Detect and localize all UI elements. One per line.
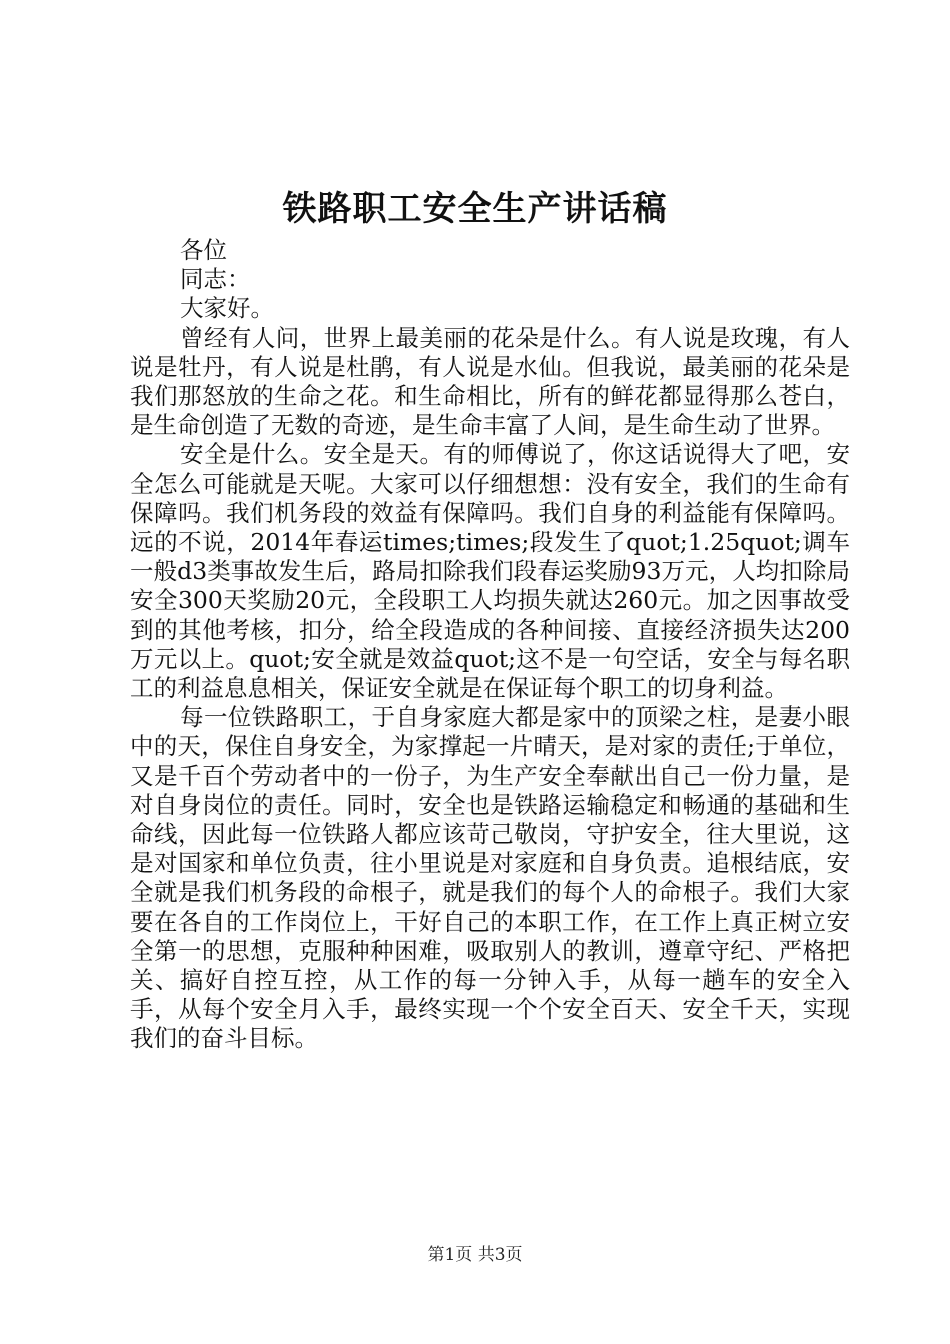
document-body: [130, 236, 850, 1054]
paragraph: 曾经有人问，世界上最美丽的花朵是什么。有人说是玫瑰，有人说是牡丹，有人说是杜鹃，有人说是水仙。但我说，最美丽的花朵是我们那怒放的生命之花。和生命相比，所有的鲜花都显得那么苍白，是生命创造了无数的奇迹，是生命丰富了人间，是生命生动了世界。: [130, 323, 850, 440]
paragraph: 安全是什么。安全是天。有的师傅说了，你这话说得大了吧，安全怎么可能就是天呢。大家可以仔细想想：没有安全，我们的生命有保障吗。我们机务段的效益有保障吗。我们自身的利益能有保障吗。远的不说，2014年春运times;times;段发生了quot;1.25quot;调车一般d3类事故发生后，路局扣除我们段春运奖励93万元，人均扣除局安全300天奖励20元，全段职工人均损失就达260元。加之因事故受到的其他考核，扣分，给全段造成的各种间接、直接经济损失达200万元以上。quot;安全就是效益quot;这不是一句空话，安全与每名职工的利益息息相关，保证安全就是在保证每个职工的切身利益。: [130, 440, 850, 703]
page-footer: 第1页 共3页: [427, 1245, 523, 1265]
document-title: 铁路职工安全生产讲话稿: [282, 189, 668, 229]
paragraph: 每一位铁路职工，于自身家庭大都是家中的顶梁之柱，是妻小眼中的天，保住自身安全，为家撑起一片晴天，是对家的责任;于单位，又是千百个劳动者中的一份子，为生产安全奉献出自己一份力量，是对自身岗位的责任。同时，安全也是铁路运输稳定和畅通的基础和生命线，因此每一位铁路人都应该苛己敬岗，守护安全，往大里说，这是对国家和单位负责，往小里说是对家庭和自身负责。追根结底，安全就是我们机务段的命根子，就是我们的每个人的命根子。我们大家要在各自的工作岗位上，干好自己的本职工作，在工作上真正树立安全第一的思想，克服种种困难，吸取别人的教训，遵章守纪、严格把关、搞好自控互控，从工作的每一分钟入手，从每一趟车的安全入手，从每个安全月入手，最终实现一个个安全百天、安全千天，实现我们的奋斗目标。: [130, 703, 850, 1053]
salutation-line-1: 各位: [180, 236, 227, 264]
salutation-line-2: 同志：: [180, 265, 251, 294]
greeting: 大家好。: [180, 294, 274, 323]
